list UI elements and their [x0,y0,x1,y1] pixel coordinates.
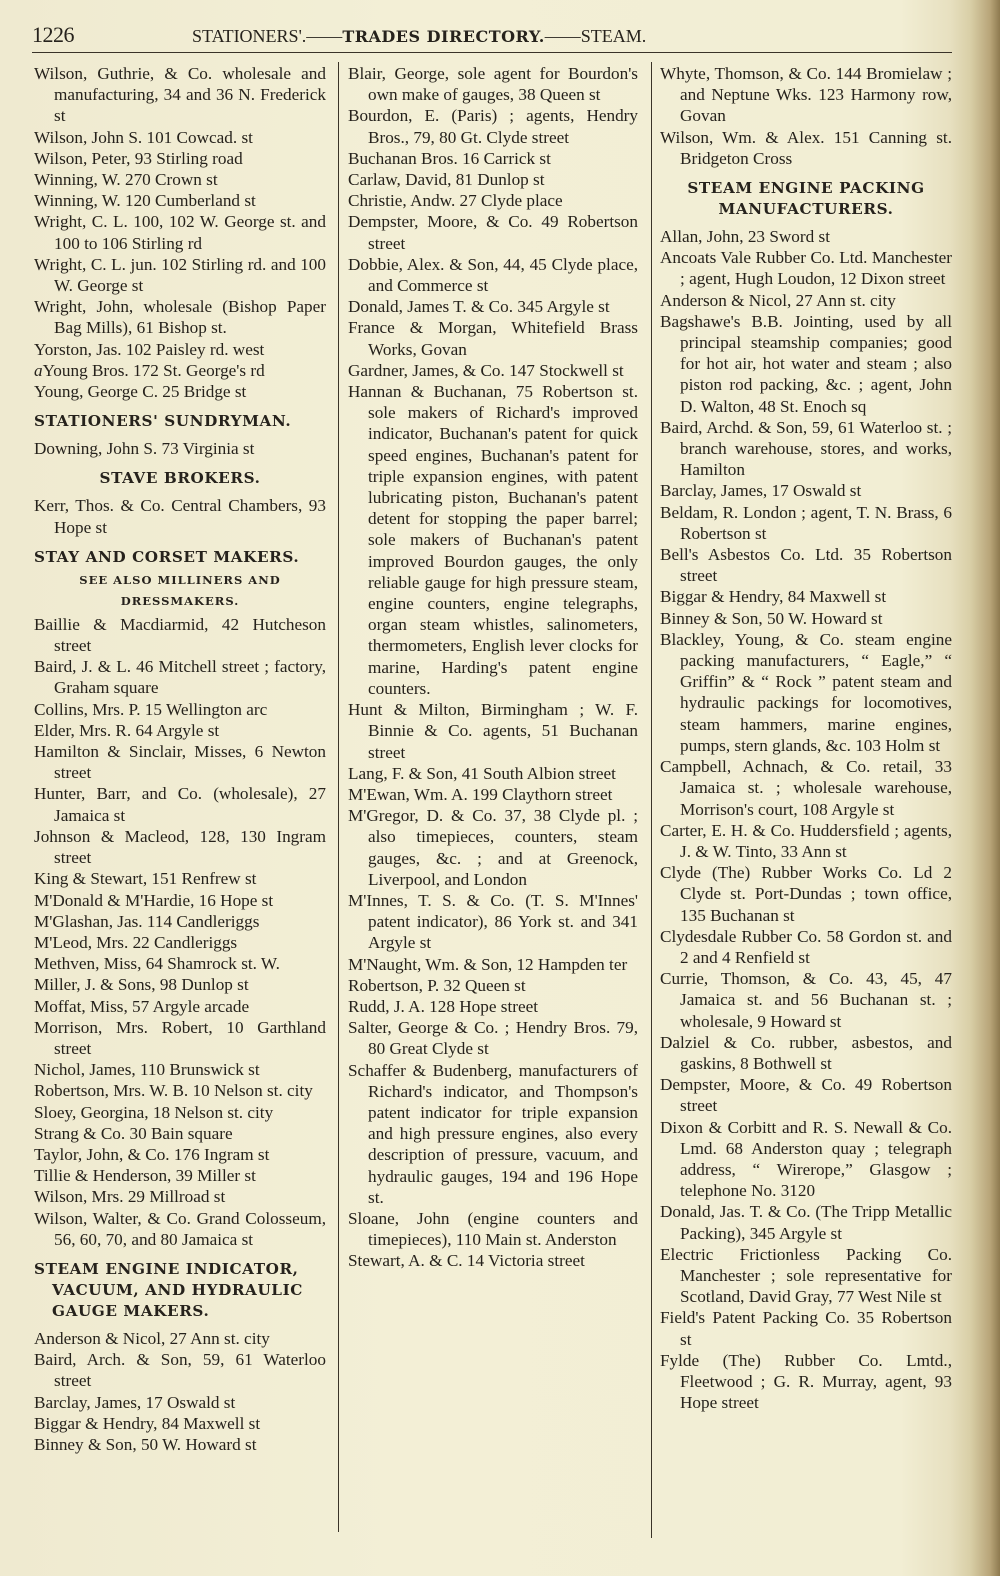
list-item: Wilson, Mrs. 29 Millroad st [34,1187,226,1207]
list-item: Clyde (The) Rubber Works Co. Ld 2 Clyde st. Port-Dundas ; town office, 135 Buchanan st [660,863,952,925]
list-item: Currie, Thomson, & Co. 43, 45, 47 Jamaica st. and 56 Buchanan st. ; wholesale, 9 Howard st [660,969,952,1031]
list-item: Wilson, Walter, & Co. Grand Colosseum, 56, 60, 70, and 80 Jamaica st [34,1208,326,1249]
list-item: Campbell, Achnach, & Co. retail, 33 Jamaica st. ; wholesale warehouse, Morrison's court, 108 Argyle st [660,757,952,819]
entry-prefix: a [34,360,43,380]
list-item: Dempster, Moore, & Co. 49 Robertson street [348,212,638,253]
page-number: 1226 [32,22,74,47]
list-item: Downing, John S. 73 Virginia st [34,439,255,459]
list-item: Clydesdale Rubber Co. 58 Gordon st. and 2 and 4 Renfield st [660,926,952,967]
list-item: Whyte, Thomson, & Co. 144 Bromielaw ; and Neptune Wks. 123 Harmony row, Govan [660,64,952,126]
list-item: Anderson & Nicol, 27 Ann st. city [660,290,896,310]
running-head-title: TRADES DIRECTORY. [342,27,545,46]
list-item: Binney & Son, 50 W. Howard st [660,608,883,628]
section-heading-stave-brokers: STAVE BROKERS. [99,469,261,488]
list-item: Dixon & Corbitt and R. S. Newall & Co. Lmd. 68 Anderston quay ; telegraph address, “ Wirerope,” Glasgow ; telephone No. 3120 [660,1117,952,1201]
list-item: Wright, C. L. jun. 102 Stirling rd. and 100 W. George st [34,254,326,296]
list-item: Hannan & Buchanan, 75 Robertson st. sole makers of Richard's improved indicator, Buchanan's patent for quick speed engines, Buchanan's patent for triple expansion engines, with patent lubricating piston, Buchanan's patent detent for stopping the paper barrel; sole makers of Buchanan's patent improved Bourdon gauges, the only reliable gauge for high pressure steam, engine counters, engine telegraphs, organ steam whistles, salinometers, thermometers, English lever clocks for marine, Harding's patent engine counters. [348,382,638,698]
column-divider-left [338,62,339,1532]
column-2 [348,63,638,1272]
gauge-entries-end [660,63,952,169]
list-item: Taylor, John, & Co. 176 Ingram st [34,1144,270,1164]
list-item: Tillie & Henderson, 39 Miller st [34,1166,256,1186]
list-item: Baird, Arch. & Son, 59, 61 Waterloo street [34,1350,326,1391]
list-item: Johnson & Macleod, 128, 130 Ingram street [34,826,326,868]
list-item: Wilson, Peter, 93 Stirling road [34,148,243,168]
list-item: Buchanan Bros. 16 Carrick st [348,148,551,168]
list-item: Carter, E. H. & Co. Huddersfield ; agents, J. & W. Tinto, 33 Ann st [660,820,952,861]
list-item: Donald, James T. & Co. 345 Argyle st [348,297,610,317]
list-item: Gardner, James, & Co. 147 Stockwell st [348,360,624,380]
list-item: Blackley, Young, & Co. steam engine packing manufacturers, “ Eagle,” “ Griffin” & “ Rock ” patent steam and hydraulic packings for locomotives, steam hammers, marine engines, pumps, stern glands, &c. 103 Holm st [660,629,952,755]
section-heading-stationers-sundryman: STATIONERS' SUNDRYMAN. [34,412,292,431]
list-item: Wilson, Guthrie, & Co. wholesale and manufacturing, 34 and 36 N. Frederick st [34,64,326,126]
list-item: Stewart, A. & C. 14 Victoria street [348,1251,585,1271]
list-item: Binney & Son, 50 W. Howard st [34,1434,257,1454]
list-item: M'Donald & M'Hardie, 16 Hope st [34,890,274,910]
list-item: Elder, Mrs. R. 64 Argyle st [34,720,220,740]
column-1 [34,63,326,1455]
sundryman-entries [34,438,326,459]
list-item: Yorston, Jas. 102 Paisley rd. west [34,339,265,359]
list-item: Bell's Asbestos Co. Ltd. 35 Robertson street [660,545,952,586]
list-item: Lang, F. & Son, 41 South Albion street [348,763,616,783]
list-item: Baird, J. & L. 46 Mitchell street ; factory, Graham square [34,657,326,698]
list-item: Biggar & Hendry, 84 Maxwell st [660,587,887,607]
list-item: Methven, Miss, 64 Shamrock st. W. [34,954,280,974]
list-item: Winning, W. 120 Cumberland st [34,191,256,211]
list-item: Sloey, Georgina, 18 Nelson st. city [34,1102,274,1122]
section-heading-packing-manufacturers: STEAM ENGINE PACKING MANUFACTURERS. [687,179,925,219]
list-item: aYoung Bros. 172 St. George's rd [34,360,265,380]
list-item: Miller, J. & Sons, 98 Dunlop st [34,975,249,995]
list-item: Sloane, John (engine counters and timepieces), 110 Main st. Anderston [348,1208,638,1250]
gauge-entries [34,1328,326,1455]
list-item: Wright, C. L. 100, 102 W. George st. and 100 to 106 Stirling rd [34,212,326,253]
running-head [192,26,646,47]
list-item: Biggar & Hendry, 84 Maxwell st [34,1413,261,1433]
list-item: Wilson, John S. 101 Cowcad. st [34,127,253,147]
list-item: M'Naught, Wm. & Son, 12 Hampden ter [348,954,628,974]
list-item: Bourdon, E. (Paris) ; agents, Hendry Bros., 79, 80 Gt. Clyde street [348,106,638,147]
list-item: Fylde (The) Rubber Co. Lmtd., Fleetwood ; G. R. Murray, agent, 93 Hope street [660,1350,952,1413]
page-header [32,12,960,52]
list-item: Hunt & Milton, Birmingham ; W. F. Binnie & Co. agents, 51 Buchanan street [348,700,638,762]
list-item: Dalziel & Co. rubber, asbestos, and gaskins, 8 Bothwell st [660,1032,952,1073]
list-item: Baillie & Macdiarmid, 42 Hutcheson street [34,614,326,656]
list-item: M'Gregor, D. & Co. 37, 38 Clyde pl. ; also timepieces, counters, steam gauges, &c. ; and at Greenock, Liverpool, and London [348,806,638,889]
list-item: M'Glashan, Jas. 114 Candleriggs [34,911,260,931]
list-item: Christie, Andw. 27 Clyde place [348,191,563,211]
section-heading-gauge-makers: STEAM ENGINE INDICATOR, VACUUM, AND HYDRAULIC GAUGE MAKERS. [34,1259,303,1320]
list-item: Collins, Mrs. P. 15 Wellington arc [34,699,268,719]
list-item: Baird, Archd. & Son, 59, 61 Waterloo st. ; branch warehouse, stores, and works, Hamilton [660,417,952,480]
list-item: Donald, Jas. T. & Co. (The Tripp Metallic Packing), 345 Argyle st [660,1202,952,1243]
stationers-entries [34,63,326,360]
list-item: Strang & Co. 30 Bain square [34,1123,233,1143]
packing-entries [660,226,952,1413]
column-divider-right [651,62,652,1538]
list-item: France & Morgan, Whitefield Brass Works, Govan [348,318,638,359]
list-item: Hamilton & Sinclair, Misses, 6 Newton street [34,742,326,783]
list-item: Kerr, Thos. & Co. Central Chambers, 93 Hope st [34,496,326,537]
list-item: Hunter, Barr, and Co. (wholesale), 27 Jamaica st [34,784,326,825]
list-item: Nichol, James, 110 Brunswick st [34,1060,260,1080]
list-item: Blair, George, sole agent for Bourdon's own make of gauges, 38 Queen st [348,64,638,105]
section-heading-stay-corset-makers: STAY AND CORSET MAKERS. [34,547,300,566]
list-item: Schaffer & Budenberg, manufacturers of Richard's indicator, and Thompson's patent indicator for triple expansion and high pressure engines, also every description of pressure, vacuum, and hydraulic gauges, 194 and 196 Hope st. [348,1060,638,1207]
list-item: Carlaw, David, 81 Dunlop st [348,170,545,190]
see-also-note: SEE ALSO MILLINERS AND DRESSMAKERS. [79,572,281,608]
list-item: Moffat, Miss, 57 Argyle arcade [34,996,250,1016]
list-item: Salter, George & Co. ; Hendry Bros. 79, 80 Great Clyde st [348,1018,638,1059]
list-item: Wright, John, wholesale (Bishop Paper Bag Mills), 61 Bishop st. [34,297,326,338]
list-item: Barclay, James, 17 Oswald st [660,481,862,501]
list-item: Allan, John, 23 Sword st [660,227,830,247]
list-item: Bagshawe's B.B. Jointing, used by all principal steamship companies; good for hot air, hot water and steam ; also piston rod packing, &c. ; agent, John D. Walton, 48 St. Enoch sq [660,311,952,416]
list-item: King & Stewart, 151 Renfrew st [34,869,257,889]
header-rule [32,52,952,53]
list-item: Dempster, Moore, & Co. 49 Robertson street [660,1075,952,1116]
list-item: M'Leod, Mrs. 22 Candleriggs [34,932,238,952]
list-item: Ancoats Vale Rubber Co. Ltd. Manchester ; agent, Hugh Loudon, 12 Dixon street [660,248,952,289]
list-item: Robertson, P. 32 Queen st [348,975,526,995]
stave-entries [34,495,326,537]
list-item: Barclay, James, 17 Oswald st [34,1392,236,1412]
running-head-right: ——STEAM. [544,26,647,46]
list-item: Morrison, Mrs. Robert, 10 Garthland street [34,1017,326,1058]
running-head-left: STATIONERS'.—— [192,26,343,46]
list-item: Dobbie, Alex. & Son, 44, 45 Clyde place, and Commerce st [348,254,638,296]
list-item: Robertson, Mrs. W. B. 10 Nelson st. city [34,1081,313,1101]
list-item: Young, George C. 25 Bridge st [34,382,247,402]
list-item: Anderson & Nicol, 27 Ann st. city [34,1328,270,1348]
list-item: Beldam, R. London ; agent, T. N. Brass, 6 Robertson st [660,502,952,543]
list-item: M'Ewan, Wm. A. 199 Claythorn street [348,784,613,804]
list-item: M'Innes, T. S. & Co. (T. S. M'Innes' patent indicator), 86 York st. and 341 Argyle st [348,890,638,953]
column-3 [660,63,952,1413]
list-item: Rudd, J. A. 128 Hope street [348,996,539,1016]
list-item: Winning, W. 270 Crown st [34,170,218,190]
list-item: Wilson, Wm. & Alex. 151 Canning st. Bridgeton Cross [660,127,952,168]
gauge-entries-continued [348,63,638,1272]
list-item: Electric Frictionless Packing Co. Manchester ; sole representative for Scotland, David Gray, 77 West Nile st [660,1244,952,1307]
corset-entries [34,614,326,1250]
list-item: Field's Patent Packing Co. 35 Robertson st [660,1308,952,1349]
